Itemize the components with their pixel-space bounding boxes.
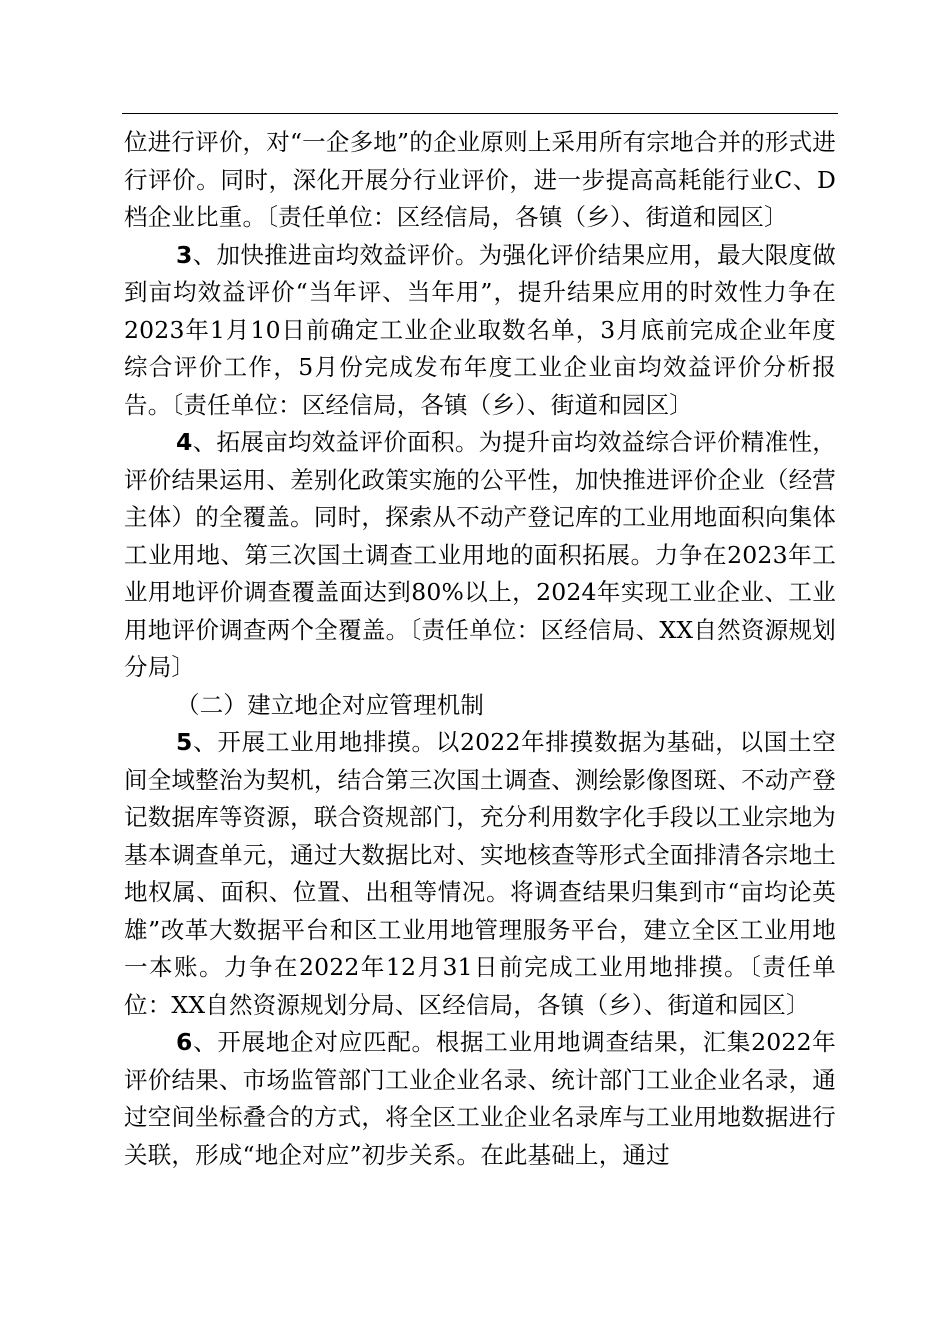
paragraph-text: 、加快推进亩均效益评价。为强化评价结果应用，最大限度做到亩均效益评价“当年评、当年用”，提升结果应用的时效性力争在2023年1月10日前确定工业企业取数名单，3月底前完成企业年度综合评价工作，5月份完成发布年度工业企业亩均效益评价分析报告。〔责任单位：区经信局，各镇（乡）、街道和园区〕	[124, 240, 836, 419]
paragraph-item-3	[124, 237, 836, 425]
document-body	[124, 124, 836, 1174]
paragraph-item-5	[124, 724, 836, 1024]
paragraph-text: 、拓展亩均效益评价面积。为提升亩均效益综合评价精准性，评价结果运用、差别化政策实施的公平性，加快推进评价企业（经营主体）的全覆盖。同时，探索从不动产登记库的工业用地面积向集体工业用地、第三次国土调查工业用地的面积拓展。力争在2023年工业用地评价调查覆盖面达到80%以上，2024年实现工业企业、工业用地评价调查两个全覆盖。〔责任单位：区经信局、XX自然资源规划分局〕	[124, 428, 836, 681]
section-heading-2	[124, 687, 836, 725]
paragraph-text: 位进行评价，对“一企多地”的企业原则上采用所有宗地合并的形式进行评价。同时，深化开展分行业评价，进一步提高高耗能行业C、D档企业比重。〔责任单位：区经信局，各镇（乡）、街道和园区〕	[124, 128, 836, 231]
paragraph-text: 、开展地企对应匹配。根据工业用地调查结果，汇集2022年评价结果、市场监管部门工业企业名录、统计部门工业企业名录，通过空间坐标叠合的方式，将全区工业企业名录库与工业用地数据进行关联，形成“地企对应”初步关系。在此基础上，通过	[124, 1028, 836, 1169]
header-rule	[122, 113, 838, 114]
paragraph-text: 、开展工业用地排摸。以2022年排摸数据为基础，以国土空间全域整治为契机，结合第三次国土调查、测绘影像图斑、不动产登记数据库等资源，联合资规部门，充分利用数字化手段以工业宗地为基本调查单元，通过大数据比对、实地核查等形式全面排清各宗地土地权属、面积、位置、出租等情况。将调查结果归集到市“亩均论英雄”改革大数据平台和区工业用地管理服务平台，建立全区工业用地一本账。力争在2022年12月31日前完成工业用地排摸。〔责任单位：XX自然资源规划分局、区经信局，各镇（乡）、街道和园区〕	[124, 728, 836, 1019]
item-number: 3	[176, 240, 193, 269]
item-number: 4	[176, 428, 193, 456]
section-heading-text: （二）建立地企对应管理机制	[176, 690, 485, 719]
item-number: 5	[176, 728, 193, 756]
paragraph-item-6	[124, 1024, 836, 1174]
item-number: 6	[176, 1028, 193, 1056]
paragraph-item-4	[124, 424, 836, 687]
paragraph-continued-evaluation	[124, 124, 836, 237]
